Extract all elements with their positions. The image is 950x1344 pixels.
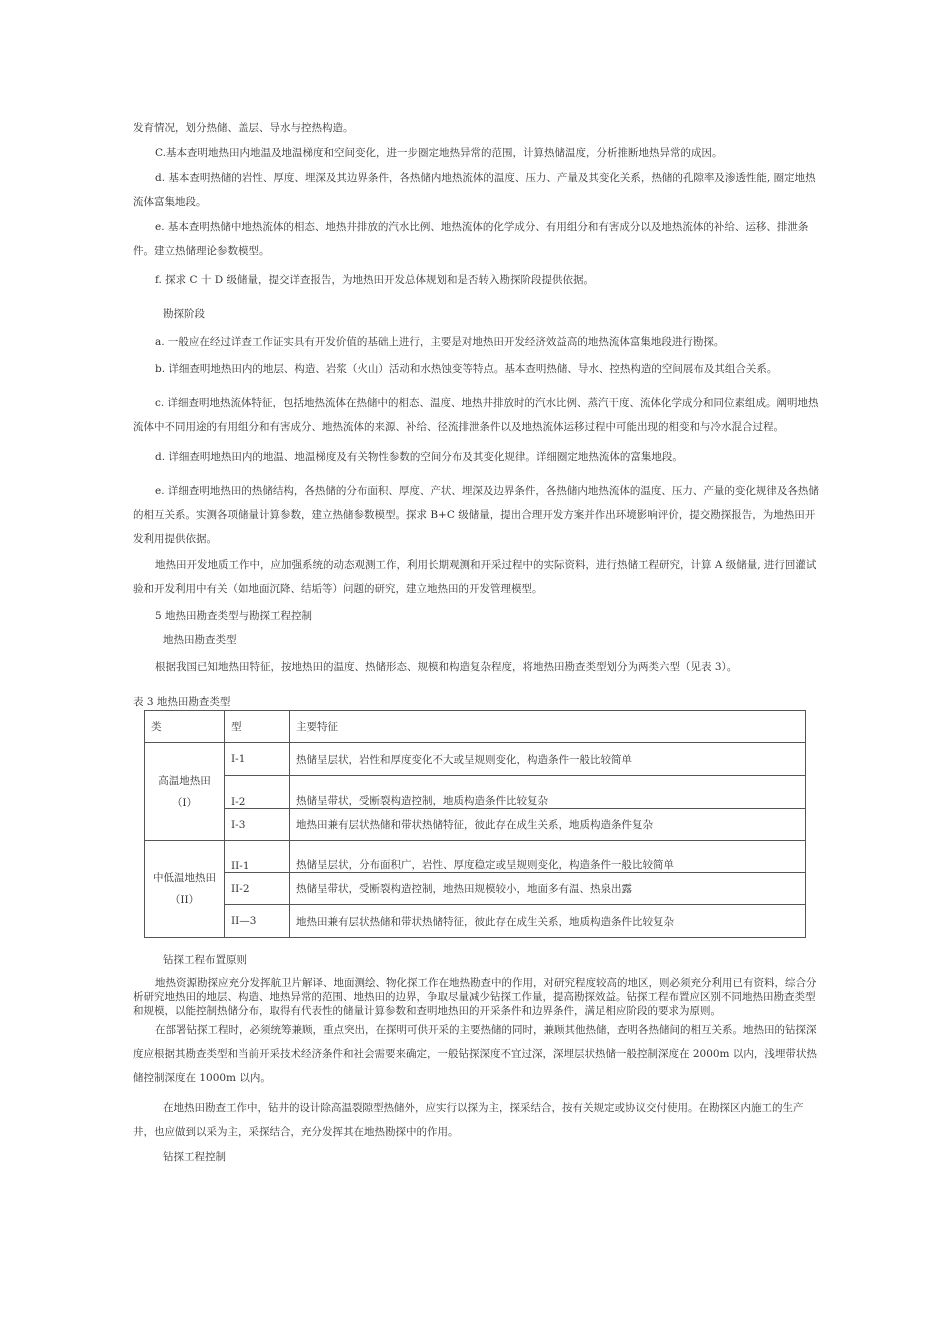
paragraph: 地热资源勘探应充分发挥航卫片解译、地面测绘、物化探工作在地热勘查中的作用，对研究程度较高的地区，则必须充分利用已有资料，综合分析研究地热田的地层、构造、地热异常的范围、地热田的边界，争取尽量减少钻探工作量，提高勘探效益。钻探工程布置应区别不同地热田勘查类型和规模，以能控制热储分布，取得有代表性的储量计算参数和查明地热田的开采条件和边界条件，满足相应阶段的要求为原则。 — [133, 977, 817, 1017]
table-row — [145, 743, 806, 776]
paragraph: a. 一般应在经过详查工作证实具有开发价值的基础上进行，主要是对地热田开发经济效益高的地热流体富集地段进行勘探。 — [155, 336, 725, 348]
feature-cell: 地热田兼有层状热储和带状热储特征，彼此存在成生关系，地质构造条件复杂 — [290, 809, 806, 841]
feature-cell: 地热田兼有层状热储和带状热储特征，彼此存在成生关系，地质构造条件比较复杂 — [290, 905, 806, 938]
category-cell — [145, 743, 225, 841]
category-code: （I） — [171, 796, 198, 809]
table-row — [145, 905, 806, 938]
header-cell: 类 — [145, 711, 225, 743]
header-cell: 主要特征 — [290, 711, 806, 743]
section-heading: 钻探工程控制 — [163, 1151, 226, 1163]
paragraph: 地热田开发地质工作中，应加强系统的动态观测工作，利用长期观测和开采过程中的实际资料，进行热储工程研究，计算 A 级储量, 进行回灌试验和开发利用中有关（如地面沉降、结垢等）问题的研究，建立地热田的开发管理模型。 — [133, 559, 817, 595]
section-heading: 钻探工程布置原则 — [163, 954, 247, 966]
table-row — [145, 776, 806, 809]
section-heading: 5 地热田勘查类型与勘探工程控制 — [155, 610, 313, 622]
table-row — [145, 809, 806, 841]
type-cell: I-3 — [225, 809, 290, 841]
type-cell: I-2 — [225, 776, 290, 809]
paragraph: 根据我国已知地热田特征，按地热田的温度、热储形态、规模和构造复杂程度，将地热田勘查类型划分为两类六型（见表 3）。 — [155, 661, 738, 673]
type-cell: II-2 — [225, 873, 290, 905]
category-name: 中低温地热田 — [153, 872, 216, 884]
paragraph: c. 详细查明地热流体特征，包括地热流体在热储中的相态、温度、地热井排放时的汽水比例、蒸汽干度、流体化学成分和同位素组成。阐明地热流体中不同用途的有用组分和有害成分、地热流体的来源、补给、径流排泄条件以及地热流体运移过程中可能出现的相变和与冷水混合过程。 — [133, 397, 819, 433]
paragraph: 在地热田勘查工作中，钻井的设计除高温裂隙型热储外，应实行以探为主，探采结合，按有关规定或协议交付使用。在勘探区内施工的生产井，也应做到以采为主，采探结合，充分发挥其在地热勘探中的作用。 — [133, 1102, 804, 1138]
paragraph: C.基本查明地热田内地温及地温梯度和空间变化，进一步圈定地热异常的范围，计算热储温度，分析推断地热异常的成因。 — [155, 147, 723, 159]
category-code: （II） — [169, 894, 200, 906]
section-heading: 地热田勘查类型 — [163, 634, 237, 646]
feature-cell: 热储呈带状，受断裂构造控制，地质构造条件比较复杂 — [290, 776, 806, 809]
paragraph: b. 详细查明地热田内的地层、构造、岩浆（火山）活动和水热蚀变等特点。基本查明热储、导水、控热构造的空间展布及其组合关系。 — [155, 363, 778, 375]
feature-cell: 热储呈层状，分布面积广，岩性、厚度稳定或呈规则变化，构造条件一般比较简单 — [290, 841, 806, 873]
type-cell: II-1 — [225, 841, 290, 873]
table-row — [145, 873, 806, 905]
table-header-row — [145, 711, 806, 743]
paragraph: e. 基本查明热储中地热流体的相态、地热井排放的汽水比例、地热流体的化学成分、有用组分和有害成分以及地热流体的补给、运移、排泄条件。建立热储理论参数模型。 — [133, 221, 809, 257]
paragraph: f. 探求 C 十 D 级储量，提交详查报告，为地热田开发总体规划和是否转入勘探阶段提供依据。 — [155, 274, 594, 286]
category-cell — [145, 841, 225, 938]
header-cell: 型 — [225, 711, 290, 743]
type-cell: II—3 — [225, 905, 290, 938]
paragraph: 在部署钻探工程时，必须统筹兼顾，重点突出，在探明可供开采的主要热储的同时，兼顾其他热储，查明各热储间的相互关系。地热田的钻探深度应根据其勘查类型和当前开采技术经济条件和社会需要来确定，一般钻探深度不宜过深，深埋层状热储一般控制深度在 2000m 以内，浅埋带状热储控制深度在 1000m 以内。 — [133, 1024, 817, 1084]
table-caption: 表 3 地热田勘查类型 — [133, 696, 231, 708]
paragraph: d. 基本查明热储的岩性、厚度、埋深及其边界条件，各热储内地热流体的温度、压力、产量及其变化关系，热储的孔隙率及渗透性能, 圈定地热流体富集地段。 — [133, 172, 816, 208]
feature-cell: 热储呈带状，受断裂构造控制，地热田规模较小，地面多有温、热泉出露 — [290, 873, 806, 905]
category-name: 高温地热田 — [158, 774, 211, 787]
paragraph: d. 详细查明地热田内的地温、地温梯度及有关物性参数的空间分布及其变化规律。详细圈定地热流体的富集地段。 — [155, 451, 683, 463]
paragraph: 发育情况，划分热储、盖层、导水与控热构造。 — [133, 122, 354, 134]
survey-type-table — [144, 710, 806, 938]
feature-cell: 热储呈层状，岩性和厚度变化不大或呈规则变化，构造条件一般比较简单 — [290, 743, 806, 776]
paragraph: e. 详细查明地热田的热储结构，各热储的分布面积、厚度、产状、埋深及边界条件，各热储内地热流体的温度、压力、产量的变化规律及各热储的相互关系。实测各项储量计算参数，建立热储参数模型。探求 B+C 级储量，提出合理开发方案并作出环境影响评价，提交勘探报告，为地热田开发利用提供依据。 — [133, 485, 819, 545]
table-row — [145, 841, 806, 873]
type-cell: I-1 — [225, 743, 290, 776]
section-heading: 勘探阶段 — [163, 308, 205, 320]
